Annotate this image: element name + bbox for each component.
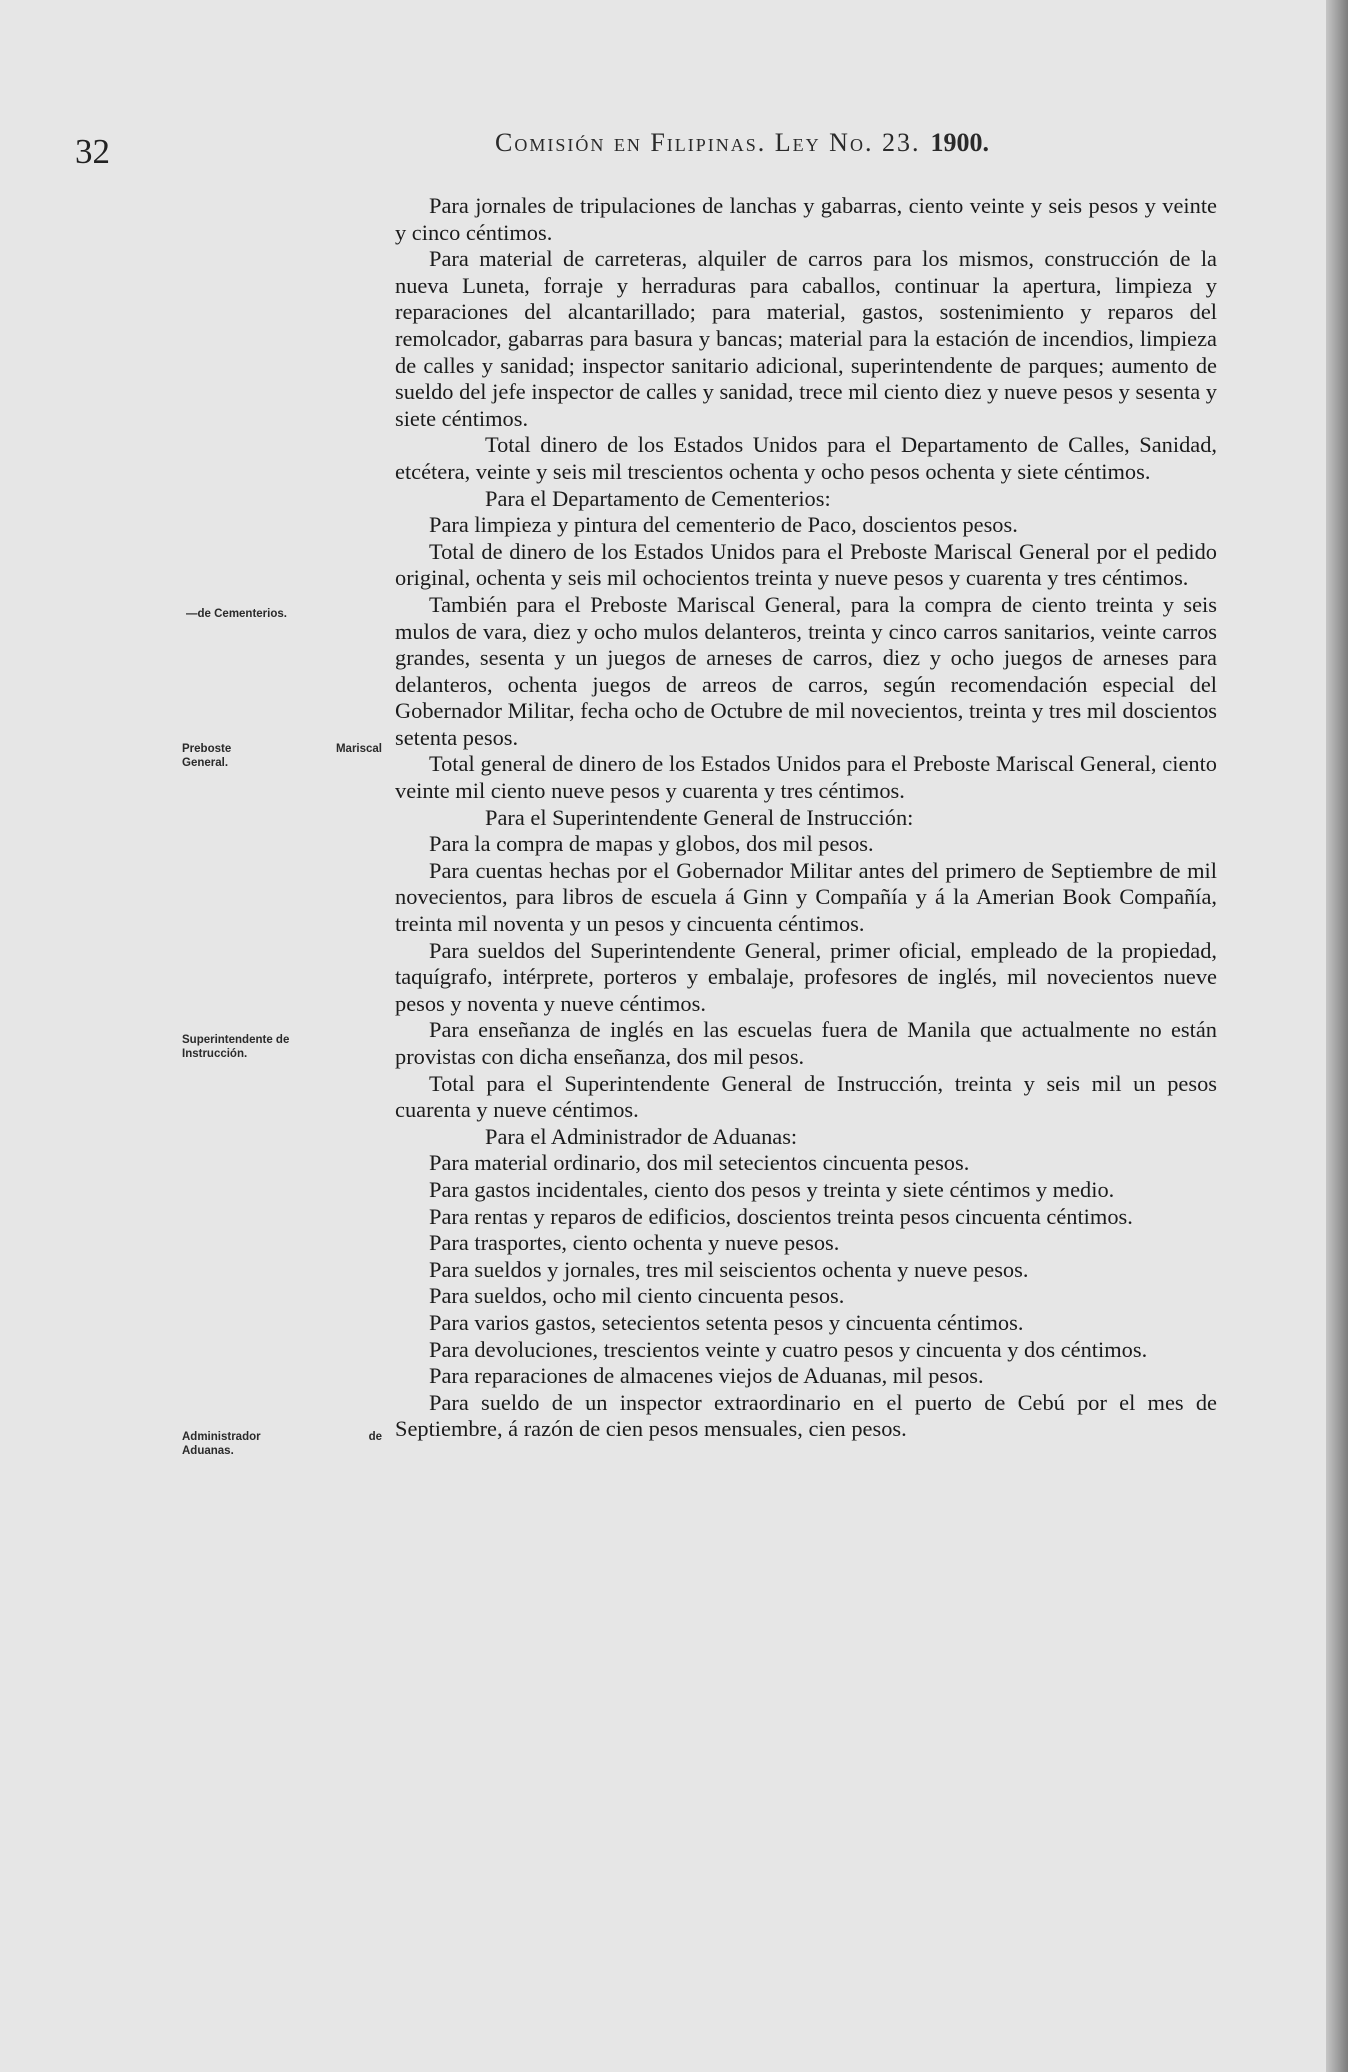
paragraph: Para cuentas hechas por el Gobernador Militar antes del primero de Septiembre de mil novecientos, para libros de escuela á Ginn y Compañía y á la Amerian Book Compañía, treinta mil noventa y un pesos y cincuenta céntimos. [395,857,1217,937]
running-head-year: 1900. [930,128,989,157]
paragraph: Para devoluciones, trescientos veinte y cuatro pesos y cincuenta y dos céntimos. [429,1336,1148,1362]
margin-note-line: Superintendente de [182,1034,290,1046]
margin-note-cementerios: —de Cementerios. [186,608,287,620]
paragraph: Para la compra de mapas y globos, dos mil pesos. [429,831,874,857]
paragraph: Para rentas y reparos de edificios, doscientos treinta pesos cincuenta céntimos. [429,1203,1133,1229]
paragraph: Para varios gastos, setecientos setenta pesos y cincuenta céntimos. [429,1309,1024,1335]
paragraph: Para material ordinario, dos mil setecientos cincuenta pesos. [429,1150,970,1176]
margin-note-line: General. [182,757,229,769]
paragraph: Para el Departamento de Cementerios: [485,485,831,511]
margin-note-preboste [182,742,382,770]
running-head [495,128,989,158]
paragraph: Para trasportes, ciento ochenta y nueve pesos. [429,1230,840,1256]
paragraph: Para limpieza y pintura del cementerio de Paco, doscientos pesos. [429,512,1018,538]
margin-note-line: Aduanas. [182,1445,234,1457]
paragraph: Para enseñanza de inglés en las escuelas fuera de Manila que actualmente no están provistas con dicha enseñanza, dos mil pesos. [395,1017,1217,1069]
paragraph: Para sueldos del Superintendente General, primer oficial, empleado de la propiedad, taquígrafo, intérprete, porteros y embalaje, profesores de inglés, mil novecientos nueve pesos y noventa y nueve céntimos. [395,937,1217,1016]
margin-note-administrador [182,1430,382,1458]
paragraph: Total de dinero de los Estados Unidos para el Preboste Mariscal General por el pedido original, ochenta y seis mil ochocientos treinta y nueve pesos y cuarenta y tres céntimos. [395,538,1217,591]
paragraph: Total para el Superintendente General de Instrucción, treinta y seis mil un pesos cuarenta y nueve céntimos. [395,1070,1217,1123]
page-number: 32 [75,132,110,171]
paragraph: Para el Administrador de Aduanas: [485,1123,798,1149]
margin-note-line: Instrucción. [182,1048,248,1060]
paragraph: Total dinero de los Estados Unidos para el Departamento de Calles, Sanidad, etcétera, veinte y seis mil trescientos ochenta y ocho pesos ochenta y siete céntimos. [395,432,1217,484]
paragraph: Para jornales de tripulaciones de lanchas y gabarras, ciento veinte y seis pesos y veinte y cinco céntimos. [395,193,1217,245]
body-text [395,193,1217,1443]
page-edge [1326,0,1348,2072]
margin-note-superintendente [182,1033,382,1061]
paragraph: Para material de carreteras, alquiler de carros para los mismos, construcción de la nueva Luneta, forraje y herraduras para caballos, continuar la apertura, limpieza y reparaciones del alcantarillado; para material, gastos, sostenimiento y reparos del remolcador, gabarras para basura y bancas; material para la estación de incendios, limpieza de calles y sanidad; inspector sanitario adicional, superintendente de parques; aumento de sueldo del jefe inspector de calles y sanidad, trece mil ciento diez y nueve pesos y sesenta y siete céntimos. [395,246,1217,431]
paragraph: También para el Preboste Mariscal General, para la compra de ciento treinta y seis mulos de vara, diez y ocho mulos delanteros, treinta y cinco carros sanitarios, veinte carros grandes, sesenta y un juegos de arneses de carros, diez y ocho juegos de arneses para delanteros, ochenta juegos de arreos de carros, según recomendación especial del Gobernador Militar, fecha ocho de Octubre de mil novecientos, treinta y tres mil doscientos setenta pesos. [395,591,1217,750]
margin-note-line: Preboste Mariscal [182,743,382,755]
paragraph: Para sueldos y jornales, tres mil seiscientos ochenta y nueve pesos. [429,1256,1029,1282]
paragraph: Total general de dinero de los Estados Unidos para el Preboste Mariscal General, ciento veinte mil ciento nueve pesos y cuarenta y tres céntimos. [395,751,1217,804]
paragraph: Para el Superintendente General de Instrucción: [485,804,914,830]
margin-note-line: Administrador de [182,1431,382,1443]
paragraph: Para gastos incidentales, ciento dos pesos y treinta y siete céntimos y medio. [429,1176,1115,1202]
paragraph: Para sueldos, ocho mil ciento cincuenta pesos. [429,1283,845,1309]
paragraph: Para reparaciones de almacenes viejos de Aduanas, mil pesos. [429,1363,984,1389]
paragraph: Para sueldo de un inspector extraordinario en el puerto de Cebú por el mes de Septiembre, á razón de cien pesos mensuales, cien pesos. [395,1389,1217,1442]
running-head-title: Comisión en Filipinas. Ley No. 23. [495,128,921,157]
